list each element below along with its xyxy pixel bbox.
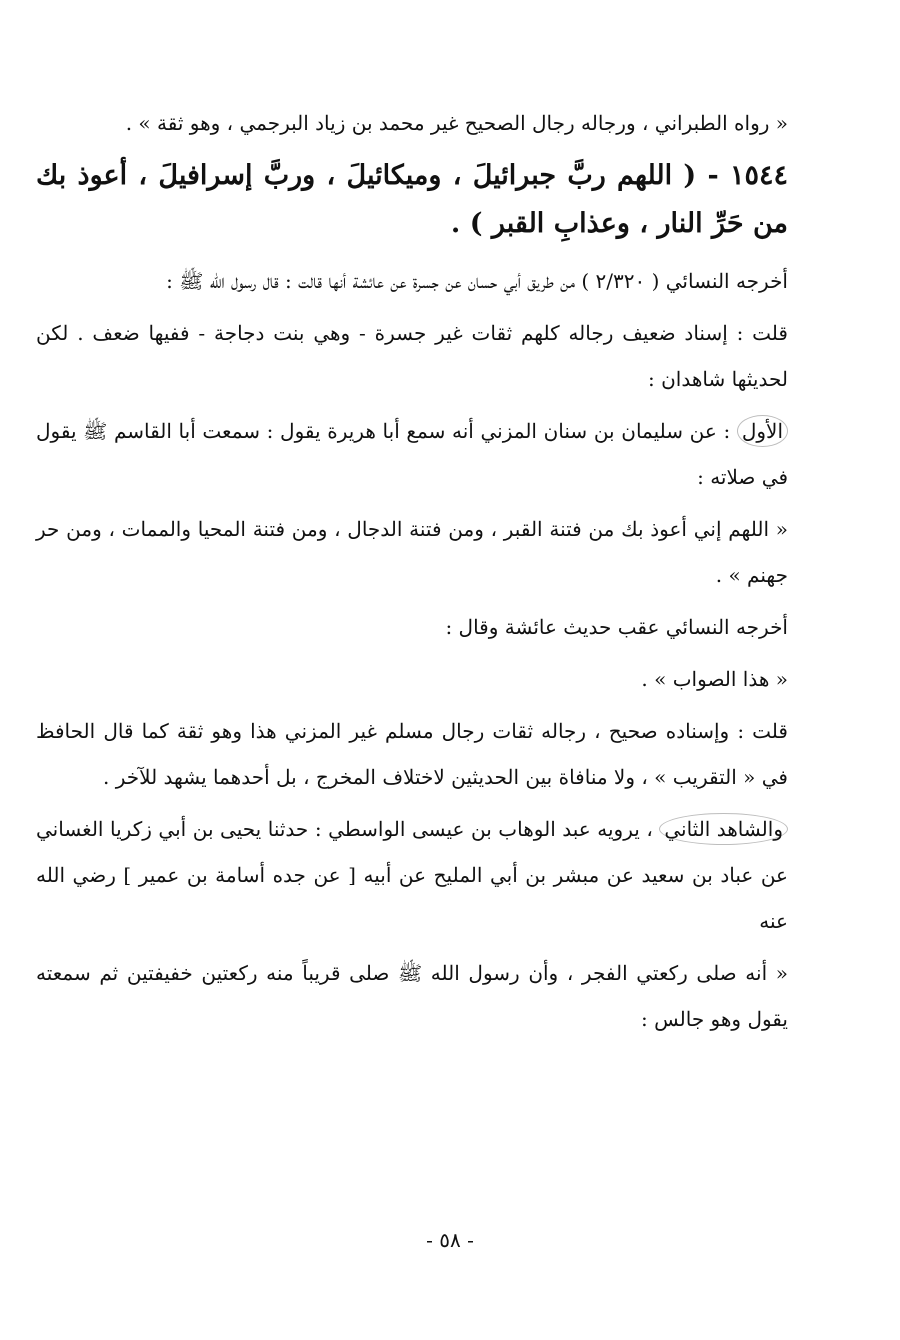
hadith-text: - ( اللهم ربَّ جبرائيلَ ، وميكائيلَ ، وربَّ إسرافيلَ ، أعوذ بك من حَرِّ النار ، وعذابِ القبر ) . (36, 160, 788, 239)
paragraph-tabarani-note: « رواه الطبراني ، ورجاله رجال الصحيح غير محمد بن زياد البرجمي ، وهو ثقة » . (125, 111, 788, 135)
paragraph-fajr-narration: « أنه صلى ركعتي الفجر ، وأن رسول الله ﷺ صلى قريباً منه ركعتين خفيفتين ثم سمعته يقول وهو جالس : (36, 961, 788, 1031)
paragraph-dua-text: « اللهم إني أعوذ بك من فتنة القبر ، ومن فتنة الدجال ، ومن فتنة المحيا والممات ، ومن حر جهنم » . (36, 517, 788, 587)
hadith-heading (36, 152, 788, 248)
paragraph-correct-quote: « هذا الصواب » . (641, 667, 788, 691)
first-witness-text: : عن سليمان بن سنان المزني أنه سمع أبا هريرة يقول : سمعت أبا القاسم ﷺ يقول في صلاته : (36, 419, 788, 489)
paragraph-nasai-source: أخرجه النسائي ( ٢/٣٢٠ ) من طريق أبي حسان عن جسرة عن عائشة أنها قالت : قال رسول الله ﷺ : (166, 269, 788, 293)
paragraph-isnad-sahih: قلت : وإسناده صحيح ، رجاله ثقات رجال مسلم غير المزني هذا وهو ثقة كما قال الحافظ في « التقريب » ، ولا منافاة بين الحديثين لاختلاف المخرج ، بل أحدهما يشهد للآخر . (36, 719, 788, 789)
paragraph-first-witness (36, 408, 788, 500)
paragraph-nasai-comment: أخرجه النسائي عقب حديث عائشة وقال : (445, 615, 788, 639)
second-witness-text: ، يرويه عبد الوهاب بن عيسى الواسطي : حدثنا يحيى بن أبي زكريا الغساني عن عباد بن سعيد عن مبشر بن أبي المليح عن أبيه [ عن جده أسامة بن عمير ] رضي الله عنه (36, 817, 788, 933)
paragraph-isnad-weak: قلت : إسناد ضعيف رجاله كلهم ثقات غير جسرة - وهي بنت دجاجة - ففيها ضعف . لكن لحديثها شاهدان : (36, 321, 788, 391)
page-body (36, 100, 788, 1048)
first-witness-label: الأول (737, 415, 788, 447)
paragraph-second-witness (36, 806, 788, 944)
hadith-number: ١٥٤٤ (730, 160, 789, 191)
page-number: - ٥٨ - (426, 1228, 474, 1252)
second-witness-label: والشاهد الثاني (659, 813, 788, 845)
